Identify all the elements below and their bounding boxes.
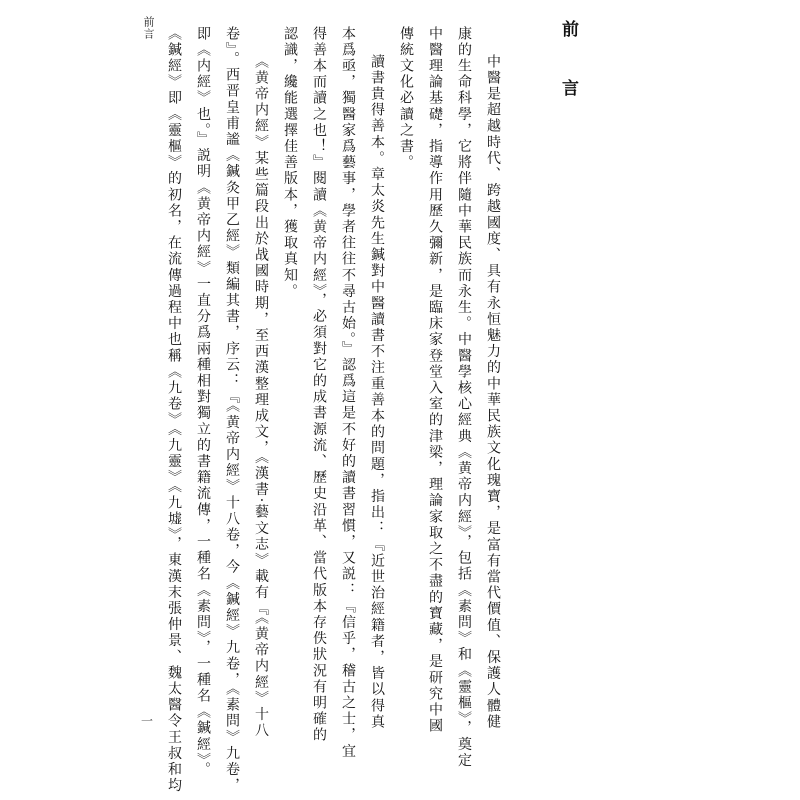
text-column-6: 本爲亟，獨醫家爲藝事，學者往往不尋古始。』認爲這是不好的讀書習慣，又説：『信乎，稽古之士，宜 [340, 26, 356, 760]
text-column-12: 《鍼經》即《靈樞》的初名，在流傳過程中也稱《九卷》《九靈》《九墟》，東漢末張仲景、魏太醫令王叔和均 [166, 26, 182, 794]
text-column-7: 得善本而讀之也！』閱讀《黄帝内經》，必須對它的成書源流、歷史沿革、當代版本存佚狀況有明確的 [311, 26, 327, 744]
text-column-2: 康的生命科學，它將伴隨中華民族而永生。中醫學核心經典《黄帝内經》，包括《素問》和《靈樞》，奠定 [456, 26, 472, 769]
page-title: 前言 [558, 20, 578, 138]
running-header: 前言 [142, 16, 155, 40]
page-number: 一 [141, 714, 154, 728]
text-column-8: 認識，纔能選擇佳善版本，獲取真知。 [282, 26, 298, 300]
text-column-10: 卷』。西晋皇甫謐《鍼灸甲乙經》類編其書，序云：『《黄帝内經》十八卷，今《鍼經》九卷，《素問》九卷， [224, 26, 240, 794]
text-column-3: 中醫理論基礎，指導作用歷久彌新，是臨床家登堂入室的津梁，理論家取之不盡的寶藏，是研究中國 [427, 26, 443, 735]
text-column-4: 傳統文化必讀之書。 [398, 26, 414, 171]
text-column-11: 即《内經》也。』説明《黄帝内經》一直分爲兩種相對獨立的書籍流傳，一種名《素問》，一種名《鍼經》。 [195, 26, 211, 778]
text-column-1: 中醫是超越時代、跨越國度、具有永恒魅力的中華民族文化瑰寶，是富有當代價值、保護人體健 [485, 54, 501, 731]
text-column-5: 讀書貴得善本。章太炎先生鍼對中醫讀書不注重善本的問題，指出：『近世治經籍者，皆以得真 [369, 54, 385, 731]
text-column-9: 《黄帝内經》某些篇段出於战國時期，至西漢整理成文，《漢書·藝文志》載有『《黄帝内經》十八 [253, 54, 269, 739]
